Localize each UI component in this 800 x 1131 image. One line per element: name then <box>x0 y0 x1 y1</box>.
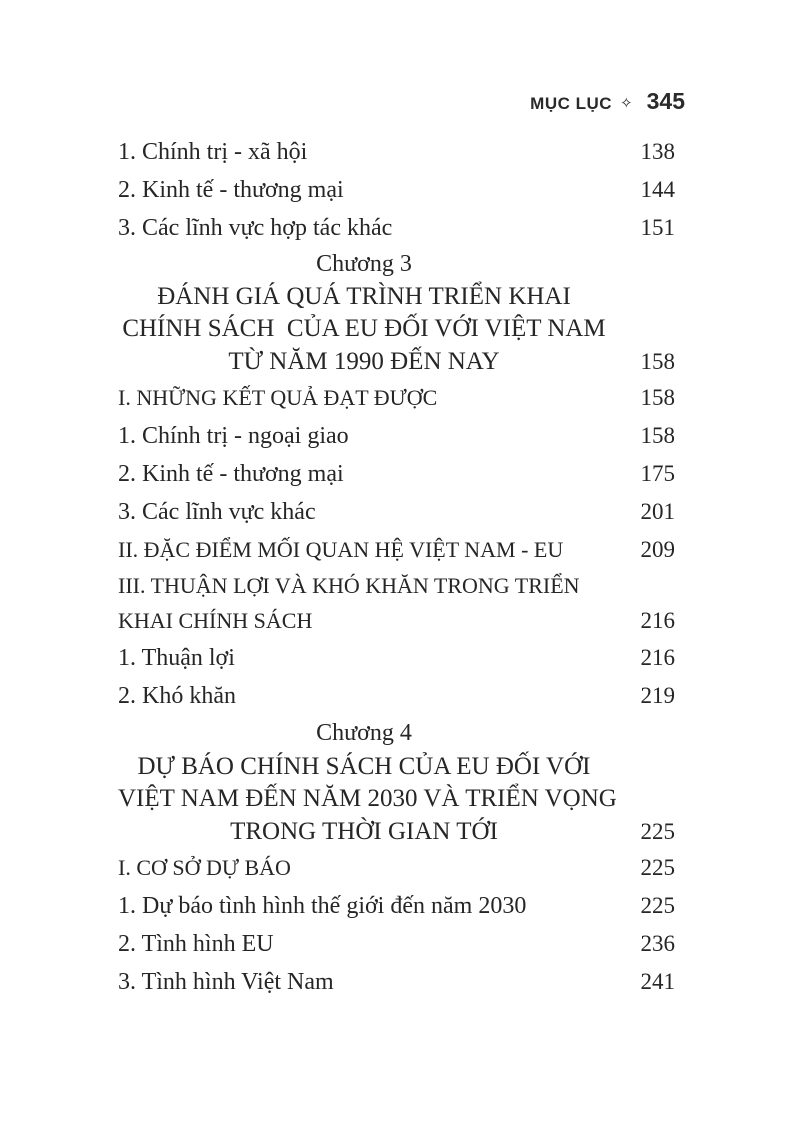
toc-row <box>118 677 675 715</box>
toc-entry-title: 2. Khó khăn <box>118 682 236 709</box>
toc-chapter-title-line <box>118 783 675 815</box>
toc-entry-title: 1. Chính trị - ngoại giao <box>118 422 349 449</box>
toc-entry-title: 2. Kinh tế - thương mại <box>118 176 344 203</box>
toc-chapter-title-text: DỰ BÁO CHÍNH SÁCH CỦA EU ĐỐI VỚI <box>137 753 591 780</box>
toc-row <box>118 925 675 963</box>
toc-chapter-label-text: Chương 4 <box>316 719 412 746</box>
toc-entry-title: 1. Thuận lợi <box>118 644 235 671</box>
toc-entry-page: 158 <box>640 349 675 374</box>
toc-entry-page: 225 <box>640 819 675 844</box>
toc-chapter-label <box>118 715 675 751</box>
toc-entry-page: 241 <box>640 969 675 994</box>
toc-row <box>118 963 675 1001</box>
toc-row <box>118 455 675 493</box>
toc-entry-page: 158 <box>640 385 675 410</box>
toc-entry-title: 3. Các lĩnh vực hợp tác khác <box>118 214 393 241</box>
header-title: MỤC LỤC <box>530 94 613 113</box>
running-header <box>530 88 685 115</box>
toc-section-title: I. NHỮNG KẾT QUẢ ĐẠT ĐƯỢC <box>118 385 438 410</box>
toc-chapter-title-text: CHÍNH SÁCH CỦA EU ĐỐI VỚI VIỆT NAM <box>122 315 606 342</box>
toc-row <box>118 887 675 925</box>
toc-entry-page: 216 <box>640 645 675 670</box>
toc-entry-title: 3. Tình hình Việt Nam <box>118 968 334 995</box>
toc-row <box>118 133 675 171</box>
toc-section-row <box>118 379 675 417</box>
toc-chapter-title-line <box>118 313 675 345</box>
toc-section-row <box>118 603 675 639</box>
toc-entry-title: 1. Chính trị - xã hội <box>118 138 308 165</box>
toc-chapter-title-text: VIỆT NAM ĐẾN NĂM 2030 VÀ TRIỂN VỌNG <box>118 785 617 812</box>
toc-section-row <box>118 531 675 569</box>
header-page-number: 345 <box>646 88 685 114</box>
toc-section-title: II. ĐẶC ĐIỂM MỐI QUAN HỆ VIỆT NAM - EU <box>118 537 564 562</box>
toc-section-title: KHAI CHÍNH SÁCH <box>118 608 313 633</box>
toc-entry-title: 2. Tình hình EU <box>118 930 274 957</box>
toc-row <box>118 171 675 209</box>
toc-chapter-title-text: TRONG THỜI GIAN TỚI <box>230 818 498 845</box>
toc-entry-page: 225 <box>640 893 675 918</box>
toc-section-title: I. CƠ SỞ DỰ BÁO <box>118 855 291 880</box>
toc-chapter-title-line <box>118 815 675 849</box>
toc-entry-title: 1. Dự báo tình hình thế giới đến năm 2030 <box>118 892 527 919</box>
toc-entry-page: 151 <box>640 215 675 240</box>
toc-chapter-title-text: ĐÁNH GIÁ QUÁ TRÌNH TRIỂN KHAI <box>157 283 571 310</box>
toc-entry-page: 219 <box>640 683 675 708</box>
toc-entry-page: 236 <box>640 931 675 956</box>
toc-entry-title: 3. Các lĩnh vực khác <box>118 498 316 525</box>
toc-chapter-title-line <box>118 345 675 379</box>
toc-entry-page: 216 <box>640 608 675 633</box>
toc-entry-page: 201 <box>640 499 675 524</box>
toc-entry-page: 158 <box>640 423 675 448</box>
toc-entry-page: 144 <box>640 177 675 202</box>
toc-row <box>118 493 675 531</box>
toc-row <box>118 417 675 455</box>
four-pointed-star-icon: ✧ <box>620 95 633 112</box>
toc-chapter-title-text: TỪ NĂM 1990 ĐẾN NAY <box>228 348 500 375</box>
toc-chapter-title-line <box>118 751 675 783</box>
toc-row <box>118 639 675 677</box>
toc-section-title: III. THUẬN LỢI VÀ KHÓ KHĂN TRONG TRIỂN <box>118 573 580 598</box>
table-of-contents <box>118 133 675 1001</box>
toc-entry-page: 138 <box>640 139 675 164</box>
toc-entry-page: 175 <box>640 461 675 486</box>
toc-entry-title: 2. Kinh tế - thương mại <box>118 460 344 487</box>
toc-section-row <box>118 849 675 887</box>
toc-chapter-label-text: Chương 3 <box>316 250 412 277</box>
toc-chapter-label <box>118 247 675 281</box>
toc-row <box>118 209 675 247</box>
toc-chapter-title-line <box>118 281 675 313</box>
toc-entry-page: 209 <box>640 537 675 562</box>
toc-section-row <box>118 569 675 603</box>
toc-entry-page: 225 <box>640 855 675 880</box>
